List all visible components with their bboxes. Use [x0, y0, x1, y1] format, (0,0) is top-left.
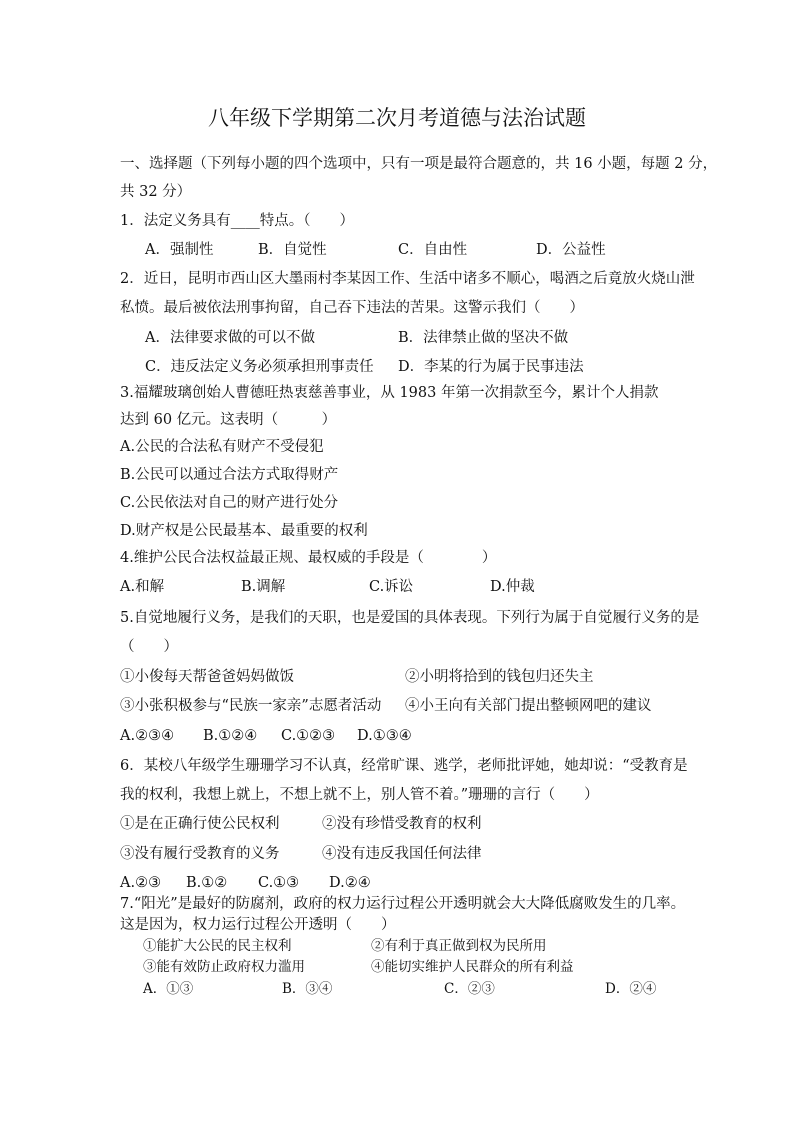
q3-stem-line1: 3.福耀玻璃创始人曹德旺热衷慈善事业，从 1983 年第一次捐款至今，累计个人捐款: [120, 385, 659, 401]
q5-item-3: ③小张积极参与“民族一家亲”志愿者活动: [120, 698, 382, 714]
q5-item-1: ①小俊每天帮爸爸妈妈做饭: [120, 669, 294, 685]
q3-option-c: C.公民依法对自己的财产进行处分: [120, 495, 339, 511]
q6-item-3: ③没有履行受教育的义务: [120, 846, 280, 862]
q1-stem: 1．法定义务具有____特点。（ ）: [120, 213, 354, 229]
q5-stem-line2: （ ）: [120, 639, 178, 655]
q7-stem-line2: 这是因为，权力运行过程公开透明（ ）: [120, 917, 396, 933]
q4-option-d: D.仲裁: [490, 579, 535, 595]
q3-option-b: B.公民可以通过合法方式取得财产: [120, 467, 339, 483]
q7-option-a: A．①③: [143, 981, 194, 997]
q5-item-4: ④小王向有关部门提出整顿网吧的建议: [405, 698, 652, 714]
section-heading-line2: 共 32 分）: [120, 184, 192, 200]
q5-option-d: D.①③④: [357, 728, 412, 744]
q7-option-d: D．②④: [605, 981, 657, 997]
q7-item-2: ②有利于真正做到权为民所用: [371, 938, 547, 954]
q1-option-a: A．强制性: [145, 242, 214, 258]
q3-stem-line2: 达到 60 亿元。这表明（ ）: [120, 412, 337, 428]
q6-option-c: C.①③: [258, 875, 300, 891]
q1-option-d: D．公益性: [536, 242, 606, 258]
q7-option-c: C．②③: [444, 981, 495, 997]
q7-stem-line1: 7.“阳光”是最好的防腐剂，政府的权力运行过程公开透明就会大大降低腐败发生的几率。: [120, 896, 686, 912]
q5-stem-line1: 5.自觉地履行义务，是我们的天职，也是爱国的具体表现。下列行为属于自觉履行义务的是: [120, 610, 700, 626]
q5-item-2: ②小明将拾到的钱包归还失主: [405, 669, 594, 685]
section-heading-line1: 一、选择题（下列每小题的四个选项中，只有一项是最符合题意的，共 16 小题，每题 2 分，: [120, 156, 718, 172]
q1-option-c: C．自由性: [398, 242, 468, 258]
q2-option-c: C．违反法定义务必须承担刑事责任: [145, 359, 374, 375]
q5-option-c: C.①②③: [281, 728, 336, 744]
q3-option-d: D.财产权是公民最基本、最重要的权利: [120, 523, 368, 539]
q6-stem-line2: 我的权利，我想上就上，不想上就不上，别人管不着。”珊珊的言行（ ）: [120, 787, 599, 803]
q4-option-a: A.和解: [120, 579, 165, 595]
q6-item-1: ①是在正确行使公民权利: [120, 816, 280, 832]
q2-option-a: A．法律要求做的可以不做: [145, 330, 315, 346]
q2-option-b: B．法律禁止做的坚决不做: [398, 330, 569, 346]
q5-option-b: B.①②④: [203, 728, 258, 744]
page-title: 八年级下学期第二次月考道德与法治试题: [208, 106, 586, 130]
q4-option-c: C.诉讼: [369, 579, 414, 595]
q7-item-3: ③能有效防止政府权力滥用: [143, 959, 305, 975]
q2-stem-line1: 2．近日，昆明市西山区大墨雨村李某因工作、生活中诸多不顺心，喝酒之后竟放火烧山泄: [120, 271, 695, 287]
q6-option-b: B.①②: [186, 875, 228, 891]
q7-item-4: ④能切实维护人民群众的所有利益: [371, 959, 574, 975]
q4-stem: 4.维护公民合法权益最正规、最权威的手段是（ ）: [120, 550, 497, 566]
q4-option-b: B.调解: [241, 579, 286, 595]
q3-option-a: A.公民的合法私有财产不受侵犯: [120, 439, 324, 455]
q2-stem-line2: 私愤。最后被依法刑事拘留，自己吞下违法的苦果。这警示我们（ ）: [120, 300, 584, 316]
q6-stem-line1: 6．某校八年级学生珊珊学习不认真，经常旷课、逃学，老师批评她，她却说：“受教育是: [120, 758, 688, 774]
q1-option-b: B．自觉性: [258, 242, 327, 258]
q6-option-d: D.②④: [329, 875, 371, 891]
q5-option-a: A.②③④: [120, 728, 175, 744]
q6-item-2: ②没有珍惜受教育的权利: [322, 816, 482, 832]
q6-option-a: A.②③: [120, 875, 162, 891]
q2-option-d: D．李某的行为属于民事违法: [398, 359, 584, 375]
q7-item-1: ①能扩大公民的民主权利: [143, 938, 292, 954]
q6-item-4: ④没有违反我国任何法律: [322, 846, 482, 862]
q7-option-b: B．③④: [282, 981, 333, 997]
